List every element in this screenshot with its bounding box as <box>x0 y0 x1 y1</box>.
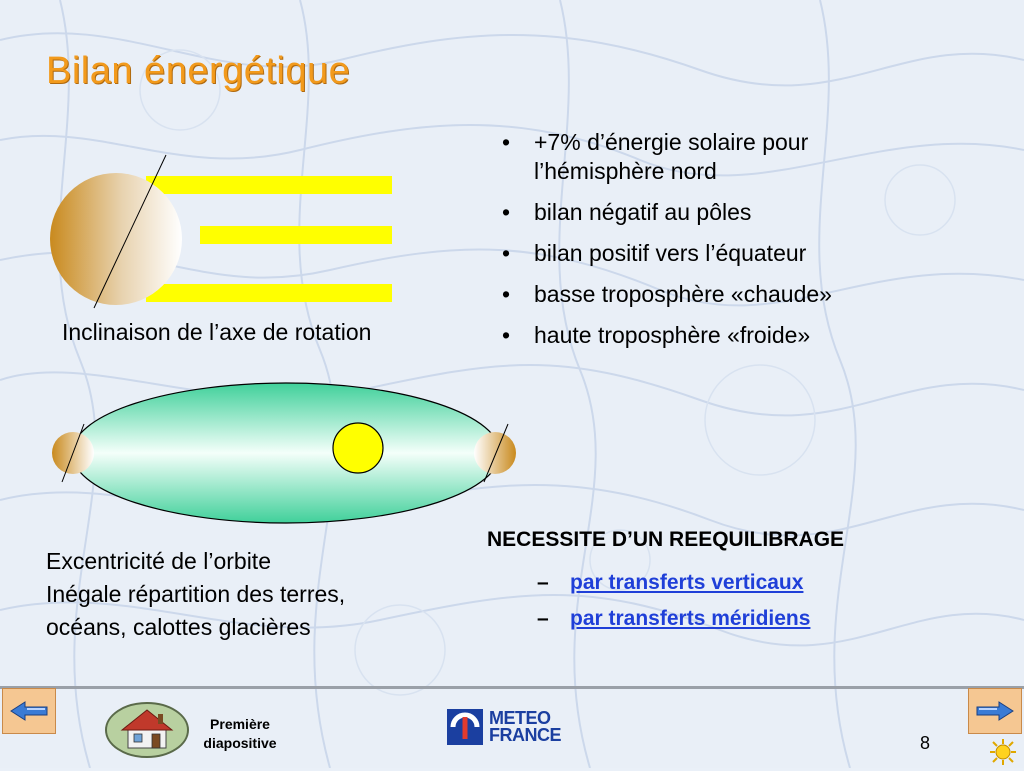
sun-icon-graphic <box>988 738 1018 766</box>
caption-line: océans, calottes glacières <box>46 614 311 640</box>
first-slide-label <box>190 715 290 753</box>
slide-number: 8 <box>920 733 931 753</box>
house-icon <box>104 700 190 758</box>
bullet-list <box>496 128 916 362</box>
caption-line: Inégale répartition des terres, <box>46 581 346 607</box>
bullet-item: • bilan négatif au pôles <box>496 198 916 227</box>
next-slide-button[interactable] <box>968 688 1022 734</box>
orbit-illustration <box>46 378 526 528</box>
orbit-caption <box>46 545 446 644</box>
meteo-france-logo <box>447 709 561 745</box>
orbit-ellipse <box>72 383 500 523</box>
dash-marker: – <box>537 607 549 630</box>
bullet-item: • +7% d’énergie solaire pour l’hémisphère nord <box>496 128 916 186</box>
link-vertical-transfers[interactable]: par transferts verticaux <box>570 571 804 594</box>
first-slide-button[interactable] <box>104 700 190 758</box>
caption-line: Excentricité de l’orbite <box>46 548 271 574</box>
link-meridional-transfers[interactable]: par transferts méridiens <box>570 607 811 630</box>
necessity-heading: NECESSITE D’UN REEQUILIBRAGE <box>487 528 845 551</box>
earth-sunrays-illustration <box>46 150 406 320</box>
previous-slide-button[interactable] <box>2 688 56 734</box>
bullet-item: • basse troposphère «chaude» <box>496 280 916 309</box>
sun-ray <box>146 176 392 194</box>
slide-title: Bilan énergétique <box>46 50 351 92</box>
first-slide-label-line2: diapositive <box>203 735 277 751</box>
sun-circle <box>333 423 383 473</box>
meteo-france-logo-text <box>489 710 561 744</box>
sub-item <box>537 571 877 597</box>
sub-item <box>537 607 877 633</box>
earth-globe <box>50 173 182 305</box>
arrow-right-icon <box>975 700 1015 722</box>
meteo-france-logo-mark <box>447 709 483 745</box>
bullet-item: • haute troposphère «froide» <box>496 321 916 350</box>
sun-ray <box>146 284 392 302</box>
logo-line1: METEO <box>489 708 551 728</box>
logo-line2: FRANCE <box>489 725 561 745</box>
sun-icon <box>988 738 1018 766</box>
axis-tilt-caption: Inclinaison de l’axe de rotation <box>62 319 372 345</box>
bullet-item: • bilan positif vers l’équateur <box>496 239 916 268</box>
dash-marker: – <box>537 571 549 594</box>
arrow-left-icon <box>9 700 49 722</box>
first-slide-label-line1: Première <box>210 716 270 732</box>
planet-right <box>474 432 516 474</box>
sun-ray <box>200 226 392 244</box>
footer-divider <box>0 686 1024 689</box>
